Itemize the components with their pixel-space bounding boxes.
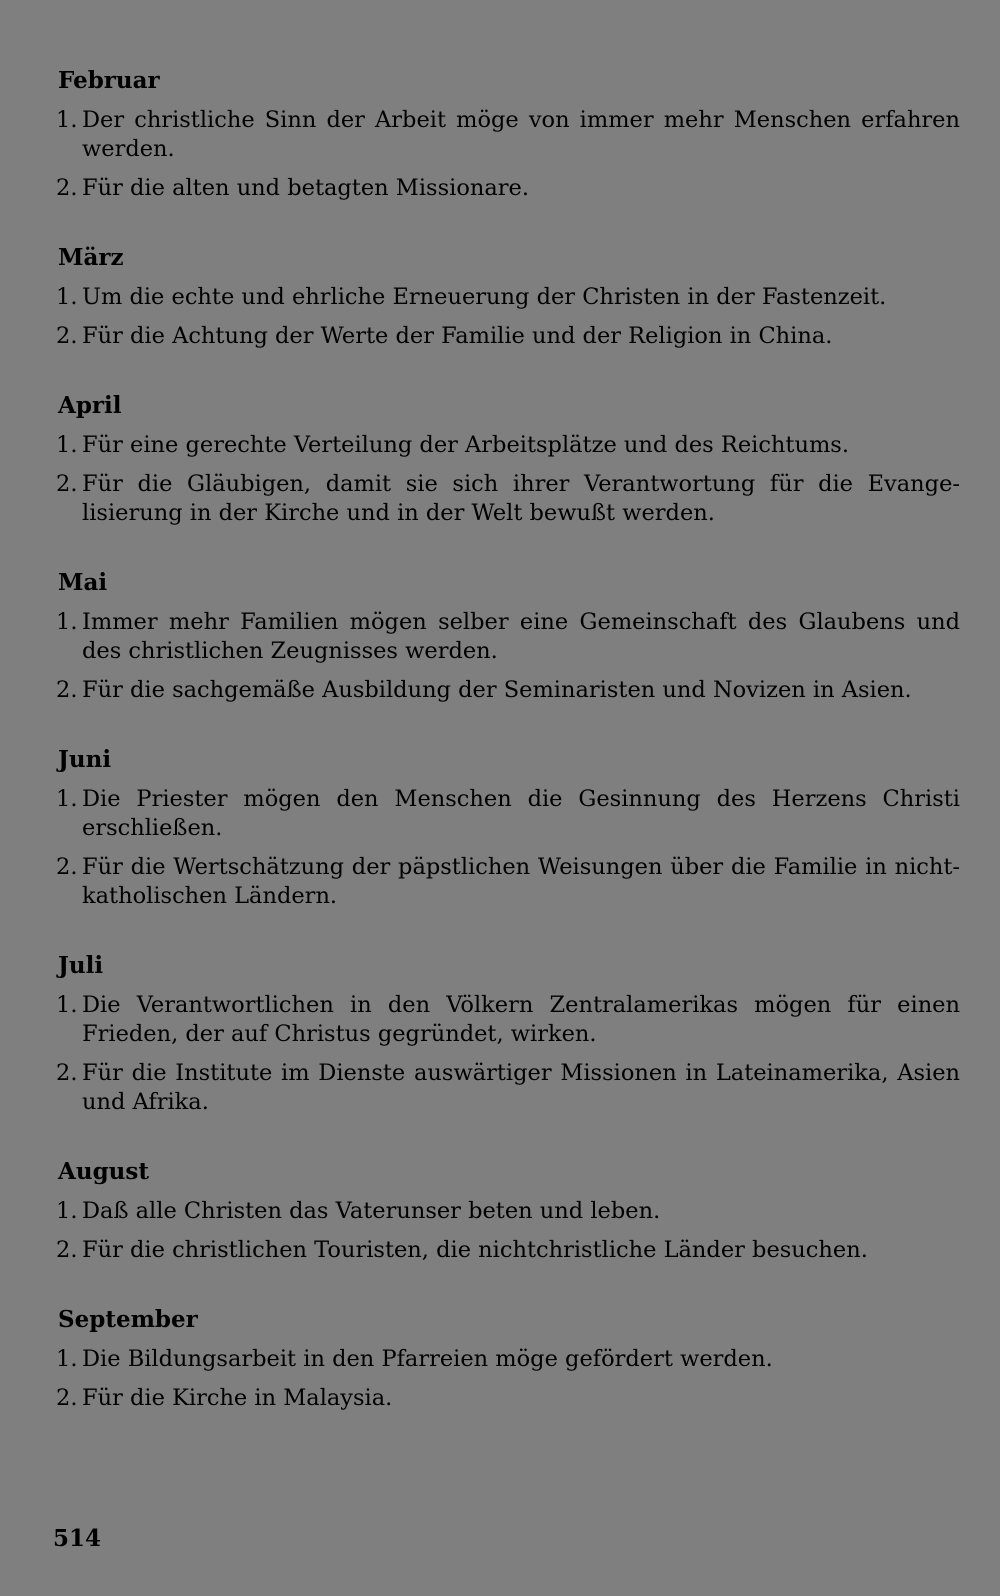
- prayer-list: [56, 1345, 960, 1413]
- prayer-item: [56, 283, 960, 312]
- item-number: 2.: [56, 1060, 78, 1086]
- section-mai: [56, 568, 960, 705]
- prayer-list: [56, 431, 960, 528]
- section-juli: [56, 951, 960, 1117]
- prayer-list: [56, 106, 960, 203]
- prayer-item: [56, 174, 960, 203]
- prayer-item: [56, 608, 960, 666]
- section-august: [56, 1157, 960, 1265]
- item-text: Für die sachgemäße Ausbildung der Seminaristen und Novizen in Asien.: [82, 677, 912, 703]
- item-text: Für die Institute im Dienste auswärtiger Missionen in Lateinamerika, Asien und Afrika.: [82, 1060, 960, 1115]
- section-heading: Juni: [58, 746, 112, 773]
- section-heading: September: [58, 1306, 198, 1333]
- prayer-list: [56, 991, 960, 1117]
- section-heading: August: [58, 1158, 149, 1185]
- section-heading: April: [58, 392, 122, 419]
- section-heading: Mai: [58, 569, 108, 596]
- item-text: Um die echte und ehrliche Erneuerung der Christen in der Fastenzeit.: [82, 284, 887, 310]
- item-number: 2.: [56, 854, 78, 880]
- section-februar: [56, 66, 960, 203]
- item-number: 2.: [56, 1385, 78, 1411]
- prayer-list: [56, 785, 960, 911]
- item-number: 1.: [56, 992, 78, 1018]
- item-text: Für eine gerechte Verteilung der Arbeitsplätze und des Reichtums.: [82, 432, 849, 458]
- prayer-item: [56, 470, 960, 528]
- item-number: 2.: [56, 677, 78, 703]
- item-text: Immer mehr Familien mögen selber eine Gemeinschaft des Glaubens und des christlichen Zeugnisses werden.: [82, 609, 960, 664]
- prayer-list: [56, 608, 960, 705]
- item-number: 1.: [56, 609, 78, 635]
- item-text: Die Verantwortlichen in den Völkern Zentralamerikas mögen für einen Frieden, der auf Christus gegründet, wirken.: [82, 992, 960, 1047]
- item-text: Daß alle Christen das Vaterunser beten und leben.: [82, 1198, 661, 1224]
- item-text: Für die Gläubigen, damit sie sich ihrer Verantwortung für die Evange-lisierung in der Kirche und in der Welt bewußt werden.: [82, 471, 960, 526]
- item-number: 1.: [56, 107, 78, 133]
- prayer-item: [56, 1197, 960, 1226]
- prayer-item: [56, 1384, 960, 1413]
- section-april: [56, 391, 960, 528]
- section-heading: März: [58, 244, 124, 271]
- section-maerz: [56, 243, 960, 351]
- item-text: Für die Achtung der Werte der Familie und der Religion in China.: [82, 323, 833, 349]
- prayer-item: [56, 853, 960, 911]
- prayer-item: [56, 322, 960, 351]
- prayer-item: [56, 1059, 960, 1117]
- item-number: 2.: [56, 175, 78, 201]
- prayer-item: [56, 785, 960, 843]
- item-text: Der christliche Sinn der Arbeit möge von immer mehr Menschen erfahren werden.: [82, 107, 960, 162]
- section-heading: Februar: [58, 67, 160, 94]
- item-number: 2.: [56, 323, 78, 349]
- item-text: Für die Wertschätzung der päpstlichen Weisungen über die Familie in nicht-katholischen Ländern.: [82, 854, 960, 909]
- item-number: 1.: [56, 284, 78, 310]
- prayer-item: [56, 1345, 960, 1374]
- prayer-list: [56, 1197, 960, 1265]
- item-text: Für die christlichen Touristen, die nichtchristliche Länder besuchen.: [82, 1237, 868, 1263]
- prayer-item: [56, 991, 960, 1049]
- item-number: 2.: [56, 471, 78, 497]
- prayer-item: [56, 1236, 960, 1265]
- item-number: 1.: [56, 1346, 78, 1372]
- section-september: [56, 1305, 960, 1413]
- item-number: 1.: [56, 1198, 78, 1224]
- item-number: 2.: [56, 1237, 78, 1263]
- item-text: Für die alten und betagten Missionare.: [82, 175, 530, 201]
- section-heading: Juli: [58, 952, 104, 979]
- item-text: Die Priester mögen den Menschen die Gesinnung des Herzens Christi erschließen.: [82, 786, 960, 841]
- prayer-item: [56, 431, 960, 460]
- section-juni: [56, 745, 960, 911]
- prayer-item: [56, 676, 960, 705]
- page-number: 514: [53, 1525, 102, 1552]
- item-number: 1.: [56, 786, 78, 812]
- item-text: Für die Kirche in Malaysia.: [82, 1385, 393, 1411]
- item-number: 1.: [56, 432, 78, 458]
- prayer-list: [56, 283, 960, 351]
- item-text: Die Bildungsarbeit in den Pfarreien möge gefördert werden.: [82, 1346, 773, 1372]
- prayer-item: [56, 106, 960, 164]
